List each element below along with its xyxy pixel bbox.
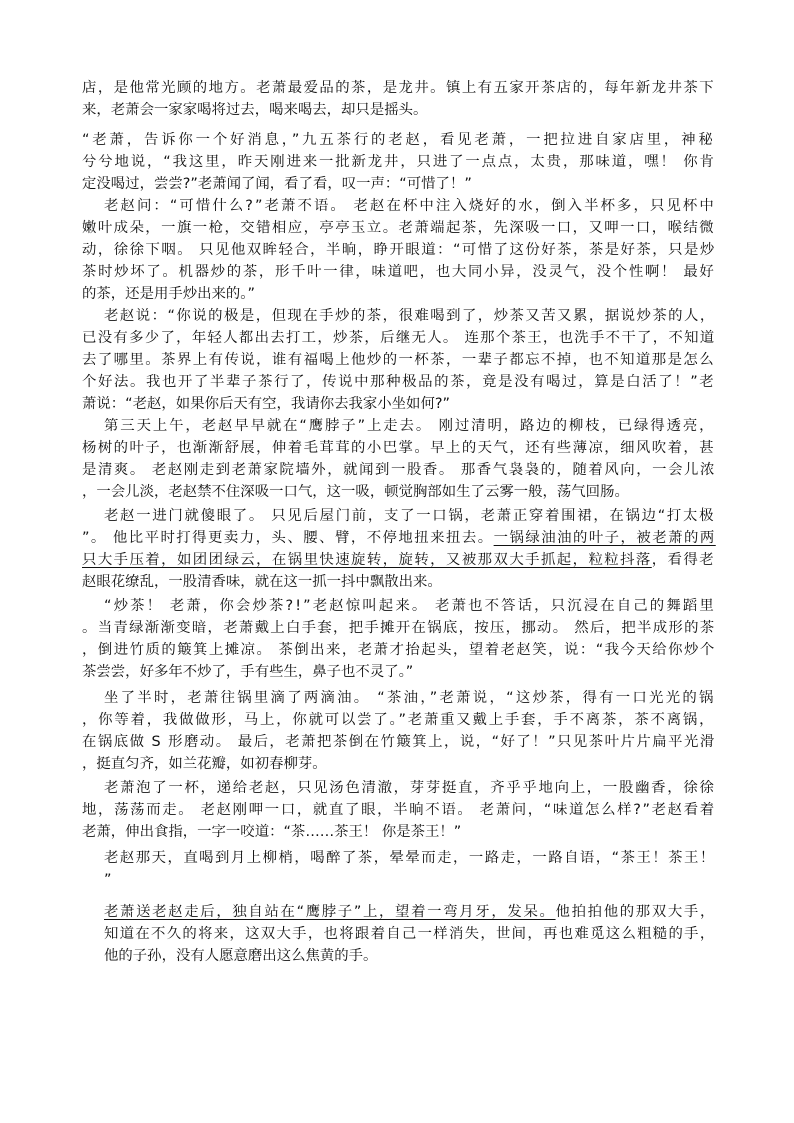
text-span: 动，徐徐下咽。 只见他双眸轻合，半晌，睁开眼道：“可惜了这份好茶，茶是好茶，只是炒 [82, 242, 716, 258]
text-line [82, 130, 716, 152]
text-span: 来，老萧会一家家喝将过去，喝来喝去，却只是摇头。 [82, 102, 428, 118]
text-span: 老萧泡了一杯，递给老赵，只见汤色清澈，芽芽挺直，齐乎乎地向上，一股幽香，徐徐 [104, 780, 716, 796]
text-line [82, 572, 442, 594]
text-line [82, 528, 716, 550]
text-span: ，看得老 [651, 552, 716, 568]
text-line [82, 284, 255, 306]
text-span: 茶尝尝，好多年不炒了，手有些生，鼻子也不灵了。” [82, 664, 414, 680]
text-line [82, 394, 450, 416]
text-line [82, 328, 716, 350]
text-span: 的茶，还是用手炒出来的。” [82, 286, 255, 302]
text-span: 老赵问：“可惜什么?”老萧不语。 老赵在杯中注入烧好的水，倒入半杯多，只见杯中 [104, 198, 716, 214]
text-line [82, 662, 413, 684]
text-span: 店，是他常光顾的地方。老萧最爱品的茶，是龙井。镇上有五家开茶店的，每年新龙井茶下 [82, 80, 716, 96]
text-span: “炒茶！ 老萧，你会炒茶?!”老赵惊叫起来。 老萧也不答话，只沉浸在自己的舞蹈里 [104, 598, 716, 614]
text-span: 老赵那天，直喝到月上柳梢，喝醉了茶，晕晕而走，一路走，一路自语，“茶王！茶王！ [104, 850, 716, 866]
text-line [104, 596, 716, 618]
text-line [104, 778, 716, 800]
text-line [82, 800, 716, 822]
text-span: 去了哪里。茶界上有传说，谁有福喝上他炒的一杯茶，一辈子都忘不掉，也不知道那是怎么 [82, 352, 716, 368]
text-line [82, 754, 327, 776]
text-line [104, 306, 716, 328]
text-span: 老赵一进门就傻眼了。 只见后屋门前，支了一口锅，老萧正穿着围裙，在锅边“打太极 [104, 508, 716, 524]
text-line [104, 902, 716, 924]
text-line [82, 262, 716, 284]
text-line [104, 946, 377, 968]
text-line [82, 550, 715, 572]
text-span: 兮兮地说，“我这里，昨天刚进来一批新龙井，只进了一点点，太贵，那味道，嘿！ 你肯 [82, 154, 716, 170]
text-span: 是清爽。 老赵刚走到老萧家院墙外，就闻到一股香。 那香气袅袅的，随着风向，一会儿浓 [82, 462, 716, 478]
text-span: 个好法。我也开了半辈子茶行了，传说中那种极品的茶，竟是没有喝过，算是白活了！”老 [82, 374, 716, 390]
underlined-text: 只大手压着，如团团绿云，在锅里快速旋转，旋转，又被那双大手抓起，粒粒抖落 [82, 552, 652, 568]
text-line [82, 218, 715, 240]
underlined-text: 老萧送老赵走后，独自站在“鹰脖子”上，望着一弯月牙，发呆。 [104, 904, 556, 920]
text-line [82, 640, 716, 662]
text-line [82, 618, 716, 640]
text-line [104, 688, 716, 710]
text-line [104, 196, 716, 218]
text-span: “老萧，告诉你一个好消息，”九五茶行的老赵，看见老萧，一把拉进自家店里，神秘 [82, 132, 716, 148]
text-line [82, 710, 715, 732]
text-span: 坐了半时，老萧往锅里滴了两滴油。 “茶油，”老萧说，“这炒茶，得有一口光光的锅 [104, 690, 716, 706]
text-span: 老萧，伸出食指，一字一咬道：“茶……茶王！ 你是茶王！” [82, 824, 462, 840]
text-span: 茶时炒坏了。机器炒的茶，形千叶一律，味道吧，也大同小异，没灵气，没个性啊！ 最好 [82, 264, 716, 280]
text-span: ，一会儿淡，老赵禁不住深吸一口气，这一吸，顿觉胸部如生了云雾一般，荡气回肠。 [82, 484, 629, 500]
text-line [82, 438, 715, 460]
text-span: 已没有多少了，年轻人都出去打工，炒茶，后继无人。 连那个茶王，也洗手不干了，不知道 [82, 330, 716, 346]
text-line [82, 350, 715, 372]
text-span: 赵眼花缭乱，一股清香味，就在这一抓一抖中飘散出来。 [82, 574, 442, 590]
text-line [82, 482, 629, 504]
text-line [82, 100, 427, 122]
text-span: 地，荡荡而走。 老赵刚呷一口，就直了眼，半晌不语。 老萧问，“味道怎么样?”老赵看着 [82, 802, 716, 818]
text-line [82, 732, 716, 754]
text-line [82, 240, 716, 262]
text-line [82, 152, 716, 174]
text-span: ” [104, 872, 112, 888]
text-span: 。当青绿渐渐变暗，老萧戴上白手套，把手摊开在锅底，按压，挪动。 然后，把半成形的茶 [82, 620, 716, 636]
text-span: 知道在不久的将来，这双大手，也将跟着自己一样消失，世间，再也难觅这么粗糙的手， [104, 926, 716, 942]
text-line [104, 506, 715, 528]
text-span: 第三天上午，老赵早早就在“鹰脖子”上走去。 刚过清明，路边的柳枝，已绿得透亮， [104, 418, 716, 434]
text-line [104, 416, 715, 438]
text-span: 杨树的叶子，也渐渐舒展，伸着毛茸茸的小巴掌。早上的天气，还有些薄凉，细风吹着，甚 [82, 440, 716, 456]
text-line [104, 924, 716, 946]
text-line [82, 78, 715, 100]
text-span: 定没喝过，尝尝?”老萧闻了闻，看了看，叹一声：“可惜了！” [82, 176, 472, 192]
text-span: ，挺直匀齐，如兰花瓣，如初春柳芽。 [82, 756, 327, 772]
text-span: ”。 他比平时打得更卖力，头、腰、臂，不停地扭来扭去。 [82, 530, 494, 546]
text-span: 他拍拍他的那双大手， [555, 904, 717, 920]
text-span: ，倒进竹质的簸箕上摊凉。 茶倒出来，老萧才抬起头，望着老赵笑，说：“我今天给你炒个 [82, 642, 716, 658]
text-line [82, 174, 472, 196]
text-line [104, 848, 716, 870]
text-span: 在锅底做 S 形磨动。 最后，老萧把茶倒在竹簸箕上，说，“好了！”只见茶叶片片扁平光滑 [82, 734, 716, 750]
text-line [82, 822, 461, 844]
text-span: ，你等着，我做做形，马上，你就可以尝了。”老萧重又戴上手套，手不离茶，茶不离锅， [82, 712, 716, 728]
text-span: 嫩叶成朵，一旗一枪，交错相应，亭亭玉立。老萧端起茶，先深吸一口，又呷一口，喉结微 [82, 220, 716, 236]
underlined-text: 一锅绿油油的叶子，被老萧的两 [493, 530, 716, 546]
text-span: 老赵说：“你说的极是，但现在手炒的茶，很难喝到了，炒茶又苦又累，据说炒茶的人， [104, 308, 716, 324]
text-span: 他的子孙，没有人愿意磨出这么焦黄的手。 [104, 948, 378, 964]
text-span: 萧说：“老赵，如果你后天有空，我请你去我家小坐如何?” [82, 396, 450, 412]
text-line [104, 870, 111, 892]
text-line [82, 372, 715, 394]
text-line [82, 460, 716, 482]
